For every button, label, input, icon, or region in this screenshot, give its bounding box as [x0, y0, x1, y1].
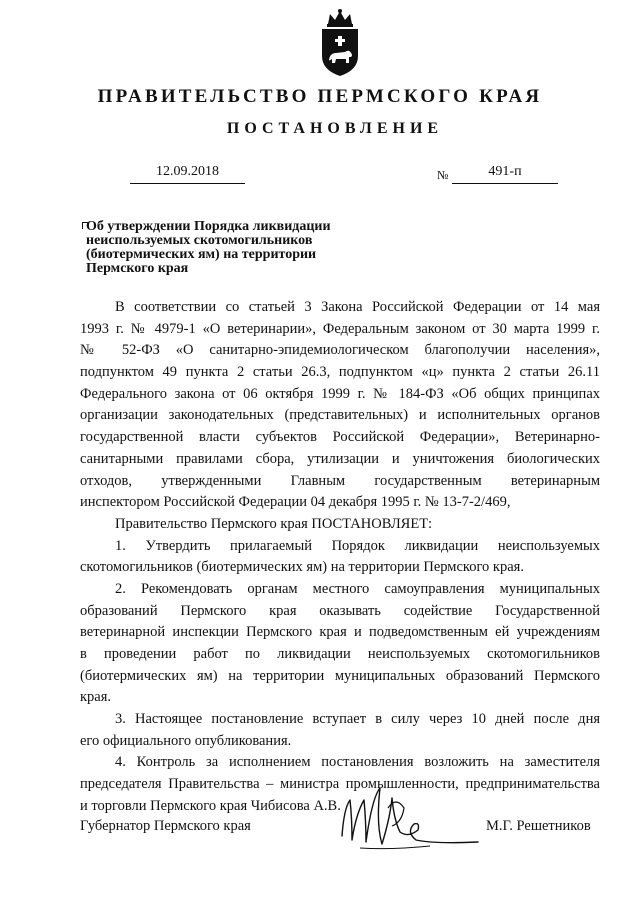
body-line: отходов, утвержденными Главным государственным ветеринарным	[80, 472, 600, 489]
government-title: ПРАВИТЕЛЬСТВО ПЕРМСКОГО КРАЯ	[97, 86, 543, 107]
body-line: образований Пермского края оказывать содействие Государственной	[80, 602, 600, 619]
subject-line: Об утверждении Порядка ликвидации	[86, 219, 331, 234]
body-line: скотомогильников (биотермических ям) на территории Пермского края.	[80, 559, 524, 576]
subject-line: (биотермических ям) на территории	[86, 247, 317, 262]
body-line: 4. Контроль за исполнением постановления возложить на заместителя	[115, 754, 600, 771]
handwritten-signature	[330, 778, 480, 868]
document-date: 12.09.2018	[130, 164, 245, 184]
body-line: его официального опубликования.	[80, 732, 292, 749]
signatory-position: Губернатор Пермского края	[80, 818, 251, 834]
number-sign: №	[437, 168, 449, 182]
body-line: (биотермических ям) на территории муниципальных образований Пермского	[80, 667, 600, 684]
signatory-name: М.Г. Решетников	[486, 818, 591, 834]
body-line: ветеринарной инспекции Пермского края и подведомственным ей учреждениям	[80, 624, 600, 641]
body-line: государственной власти субъектов Российской Федерации», Ветеринарно-	[80, 429, 600, 446]
body-line: в проведении работ по ликвидации неиспользуемых скотомогильников	[80, 646, 600, 662]
body-line: В соответствии со статьей 3 Закона Российской Федерации от 14 мая	[115, 299, 600, 315]
body-line: организации законодательных (представительных) и исполнительных органов	[80, 407, 600, 424]
body-line: Правительство Пермского края ПОСТАНОВЛЯЕТ:	[115, 515, 433, 532]
subject-line: Пермского края	[86, 261, 189, 276]
document-body	[80, 297, 600, 818]
document-subject	[86, 220, 386, 276]
body-line: председателя Правительства – министра промышленности, предпринимательства	[80, 776, 600, 793]
body-line: подпунктом 49 пункта 2 статьи 26.3, подпунктом «ц» пункта 2 статьи 26.11	[80, 364, 600, 381]
document-type: ПОСТАНОВЛЕНИЕ	[226, 120, 444, 137]
body-line: и торговли Пермского края Чибисова А.В.	[80, 797, 341, 814]
coat-of-arms-icon	[318, 8, 362, 78]
subject-corner-mark	[82, 222, 89, 229]
document-number: 491-п	[452, 164, 558, 184]
body-line: края.	[80, 689, 112, 706]
body-line: 2. Рекомендовать органам местного самоуправления муниципальных	[115, 580, 600, 597]
subject-line: неиспользуемых скотомогильников	[86, 233, 313, 248]
body-line: инспектором Российской Федерации 04 декабря 1995 г. № 13-7-2/469,	[80, 494, 511, 511]
body-line: 1993 г. № 4979-1 «О ветеринарии», Федеральным законом от 30 марта 1999 г.	[80, 320, 600, 337]
body-line: Федерального закона от 06 октября 1999 г. № 184-ФЗ «Об общих принципах	[80, 385, 600, 402]
body-line: 1. Утвердить прилагаемый Порядок ликвидации неиспользуемых	[115, 537, 600, 554]
body-line: 3. Настоящее постановление вступает в силу через 10 дней после дня	[115, 711, 600, 728]
body-line: санитарными правилами сбора, утилизации и уничтожения биологических	[80, 450, 600, 467]
body-line: № 52-ФЗ «О санитарно-эпидемиологическом благополучии населения»,	[80, 342, 600, 359]
